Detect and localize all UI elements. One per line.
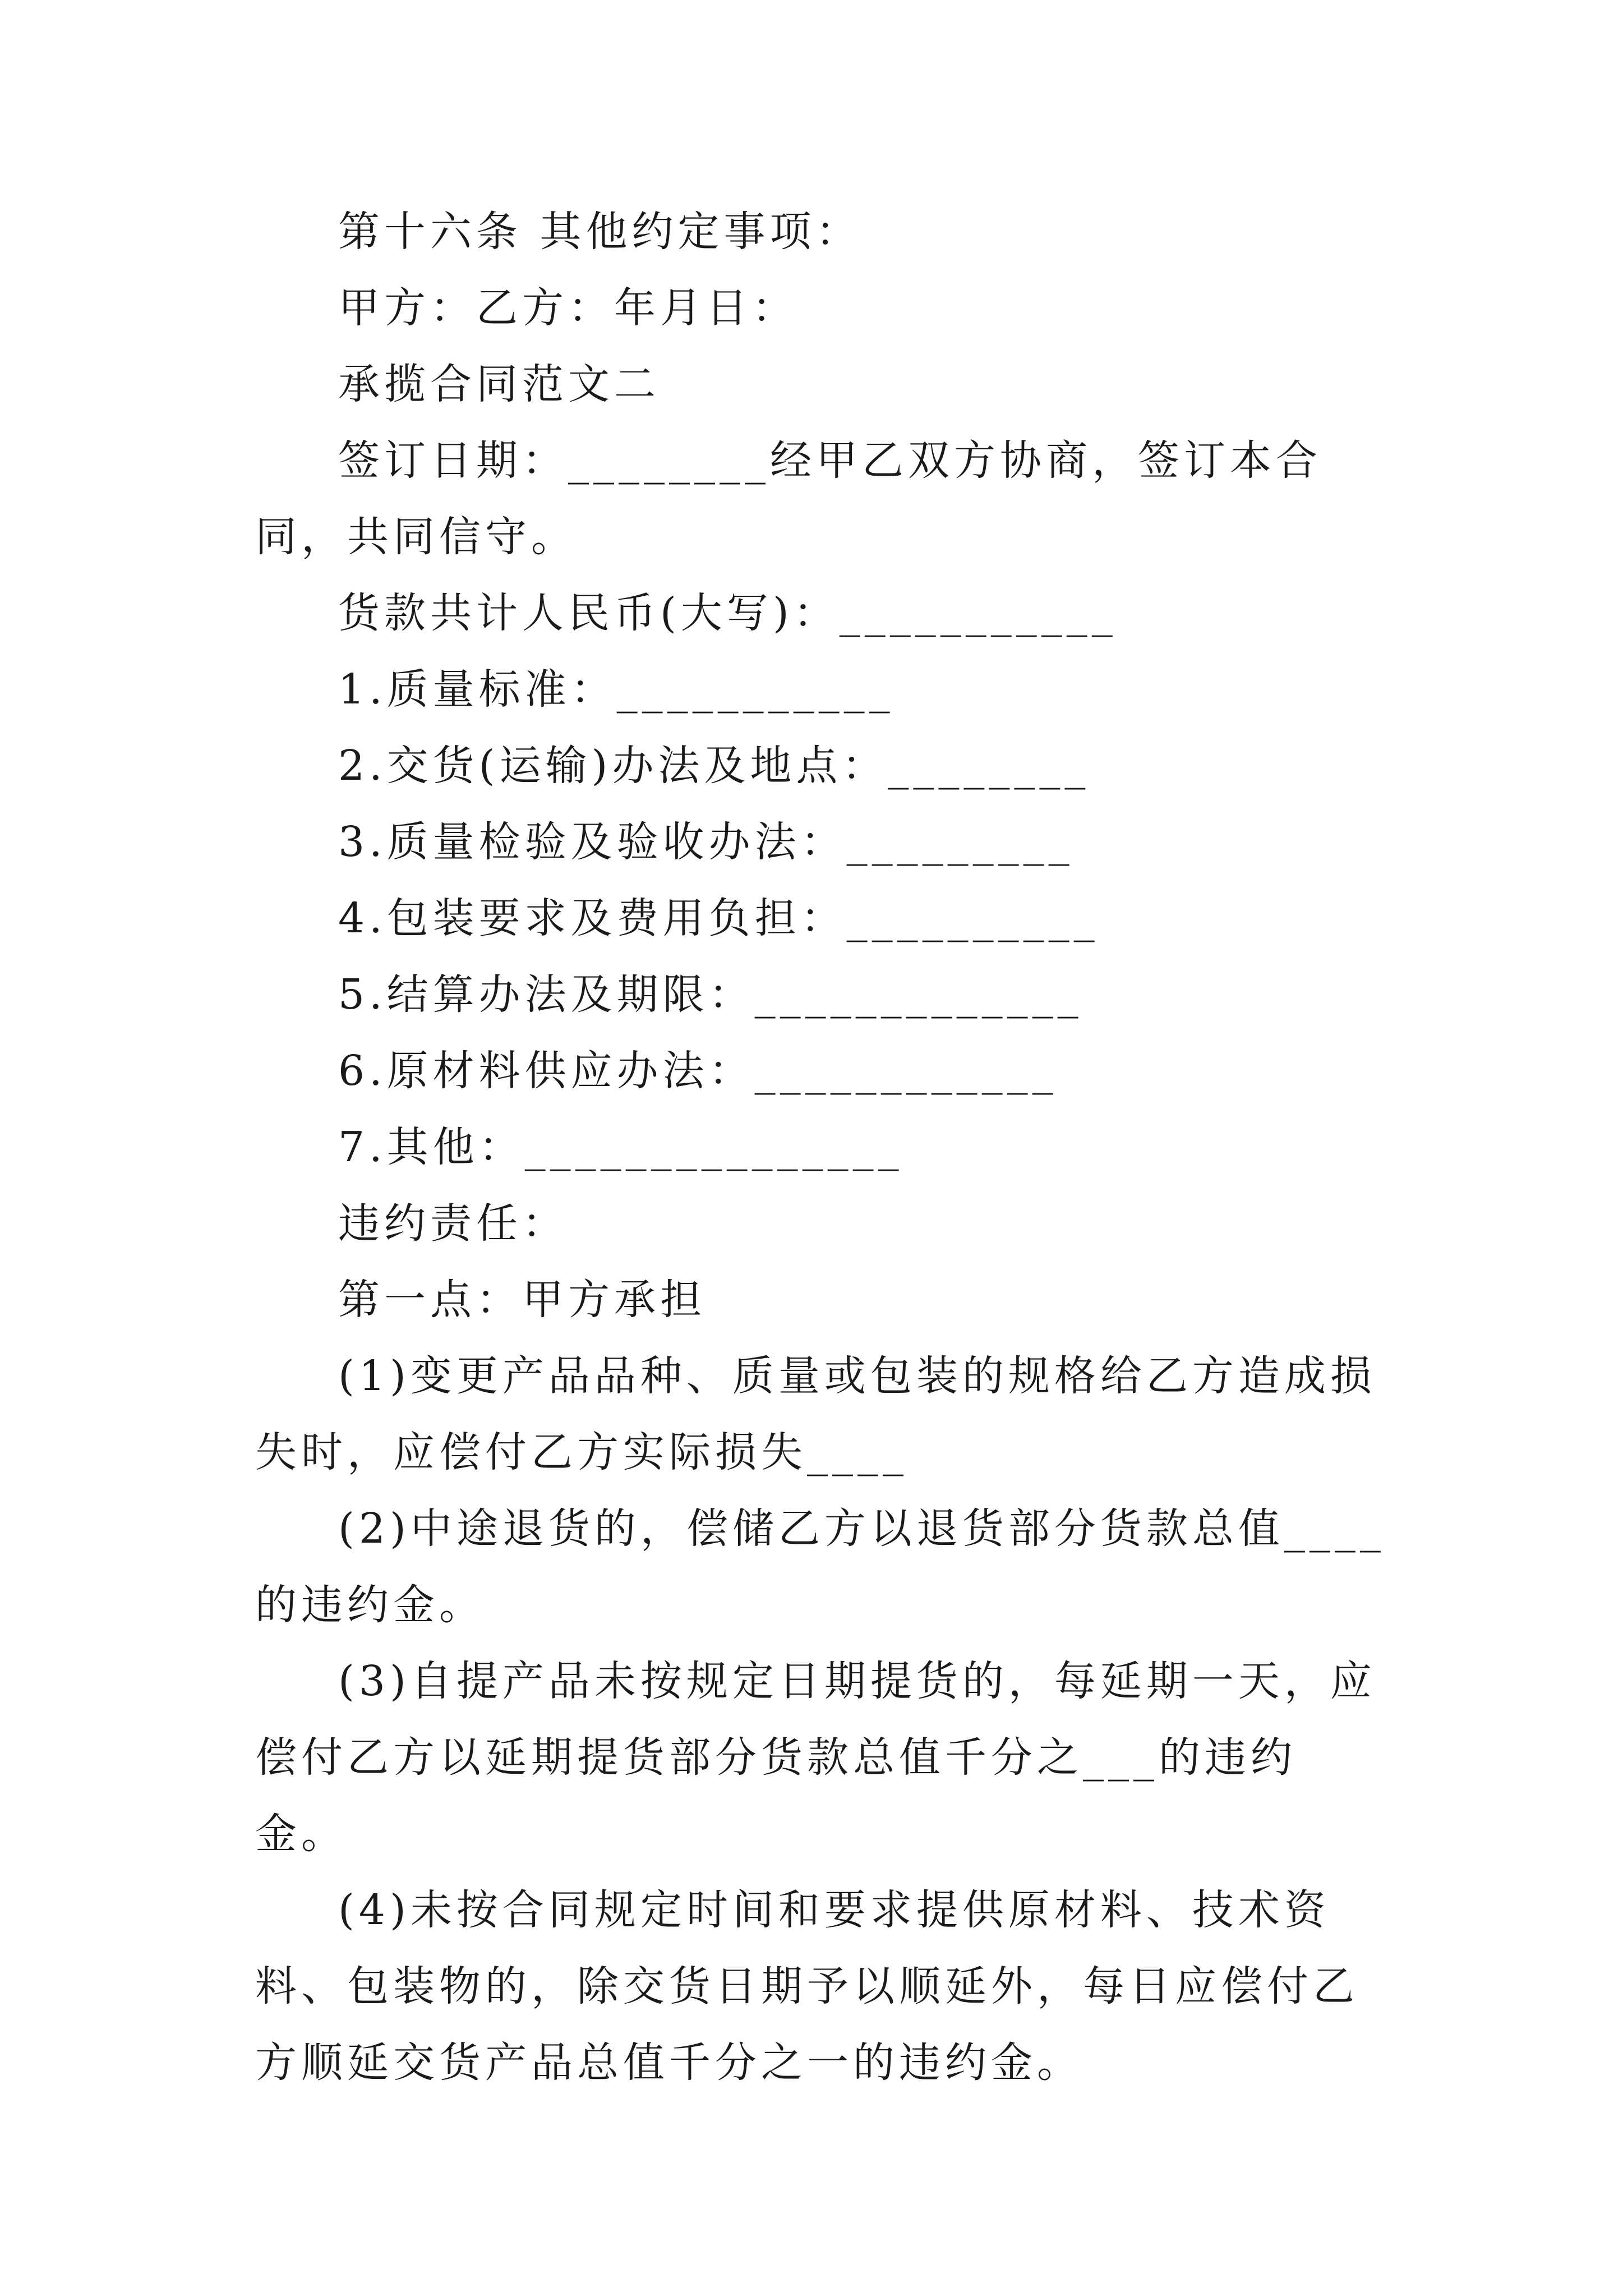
clause-3: (3)自提产品未按规定日期提货的，每延期一天，应偿付乙方以延期提货部分货款总值千分之___的违约金。	[255, 1657, 1376, 1858]
paragraph-article-16: 第十六条 其他约定事项：	[338, 208, 862, 256]
list-item-quality-standard: 1.质量标准：___________	[338, 665, 895, 714]
document-body	[255, 194, 1388, 2101]
paragraph-total-payment: 货款共计人民币(大写)：___________	[338, 589, 1117, 637]
list-item-raw-materials: 6.原材料供应办法：____________	[338, 1047, 1058, 1095]
list-item-delivery-method: 2.交货(运输)办法及地点：________	[338, 742, 1090, 790]
heading-liability: 违约责任：	[338, 1199, 568, 1248]
clause-4: (4)未按合同规定时间和要求提供原材料、技术资料、包装物的，除交货日期予以顺延外，每日应偿付乙方顺延交货产品总值千分之一的违约金。	[255, 1886, 1359, 2087]
paragraph-signing-date: 签订日期：________经甲乙双方协商，签订本合同，共同信守。	[255, 436, 1322, 561]
list-item-settlement: 5.结算办法及期限：_____________	[338, 970, 1083, 1019]
paragraph-signature-line: 甲方：乙方：年月日：	[338, 284, 798, 332]
section-title: 承揽合同范文二	[338, 360, 660, 408]
list-item-packaging: 4.包装要求及费用负担：__________	[338, 894, 1099, 942]
list-item-inspection-method: 3.质量检验及验收办法：_________	[338, 818, 1074, 866]
clause-1: (1)变更产品品种、质量或包装的规格给乙方造成损失时，应偿付乙方实际损失____	[255, 1352, 1376, 1476]
clause-2: (2)中途退货的，偿储乙方以退货部分货款总值____的违约金。	[255, 1504, 1385, 1629]
list-item-other: 7.其他：_______________	[338, 1123, 903, 1171]
heading-party-a: 第一点：甲方承担	[338, 1276, 706, 1324]
